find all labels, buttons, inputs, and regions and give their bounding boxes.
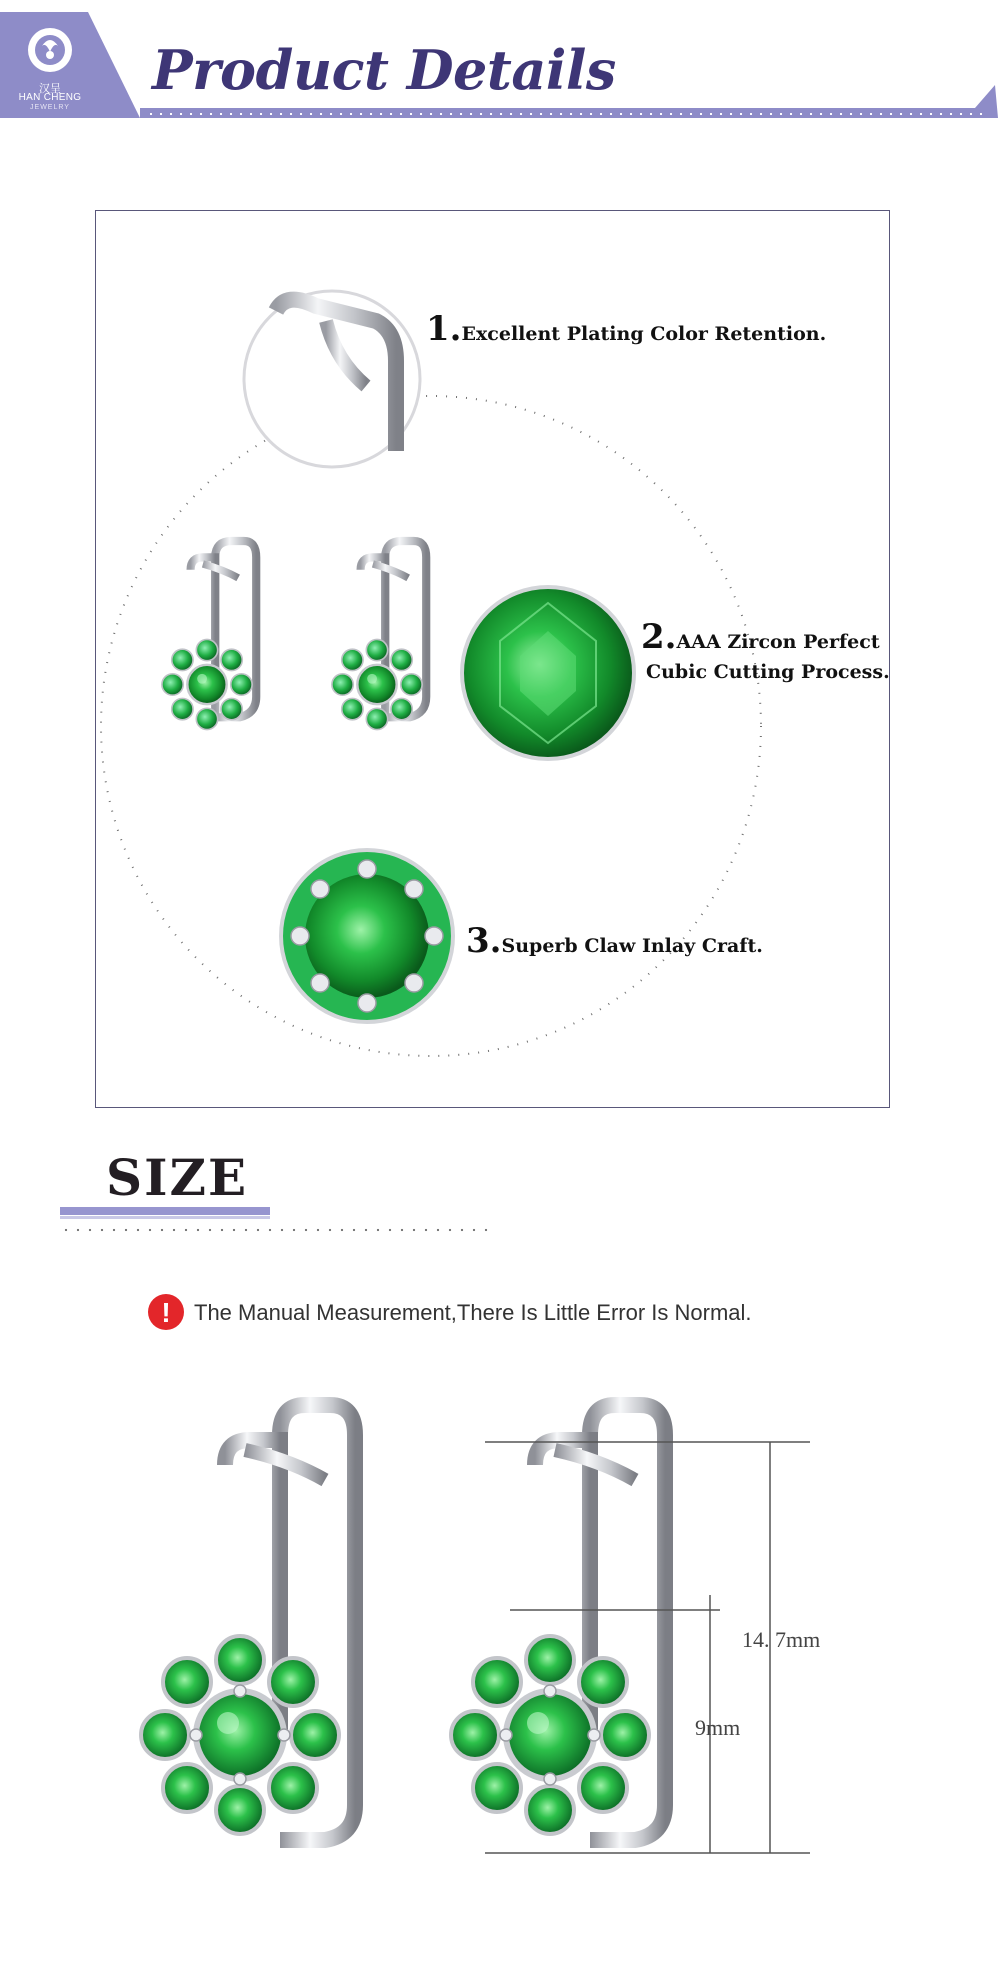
feature-plating <box>426 309 826 349</box>
product-detail-panel <box>95 210 890 1108</box>
feature-zircon-line2 <box>646 661 890 683</box>
feature-text: Excellent Plating Color Retention. <box>461 323 827 345</box>
feature-number: 1. <box>426 309 462 349</box>
feature-zircon <box>641 617 880 659</box>
notice-text: The Manual Measurement,There Is Little Error Is Normal. <box>194 1300 752 1325</box>
feature-claw <box>466 921 763 961</box>
dimension-height-label: 14. 7mm <box>742 1627 821 1652</box>
size-diagram <box>0 1390 1000 1950</box>
brand-logo-cn: 汉呈 <box>39 83 61 95</box>
dimension-width-label: 9mm <box>695 1715 741 1740</box>
brand-logo-sub: JEWELRY <box>30 104 70 111</box>
feature-text: AAA Zircon Perfect <box>676 631 880 653</box>
feature-number: 2. <box>641 617 677 657</box>
section-title-size: SIZE <box>106 1148 249 1207</box>
page-title: Product Details <box>152 38 616 102</box>
brand-logo-name: HAN CHENG <box>18 92 82 103</box>
section-underline <box>60 1207 270 1215</box>
size-diagram-illustration <box>0 1390 1000 1950</box>
feature-number: 3. <box>466 921 502 961</box>
exclamation-icon: ! <box>148 1294 184 1330</box>
feature-text: Cubic Cutting Process. <box>646 661 890 683</box>
section-underline-light <box>60 1216 270 1219</box>
header-banner <box>0 0 1000 125</box>
feature-text: Superb Claw Inlay Craft. <box>501 935 763 957</box>
brand-logo-icon <box>20 22 80 82</box>
section-dotted-divider <box>60 1228 490 1232</box>
